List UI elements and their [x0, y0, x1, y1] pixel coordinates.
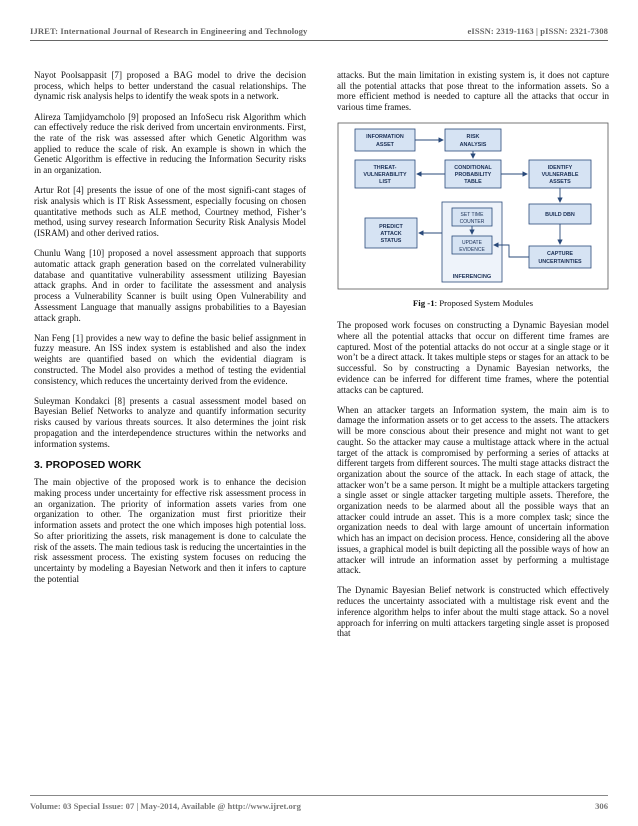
svg-text:CONDITIONAL: CONDITIONAL: [454, 165, 492, 172]
box-information-asset: [355, 129, 415, 151]
svg-text:PROBABILITY: PROBABILITY: [454, 172, 492, 179]
page-number: 306: [595, 801, 608, 811]
header-rule: [30, 40, 608, 41]
box-conditional-probability-table: [445, 160, 501, 188]
svg-text:UPDATE: UPDATE: [462, 240, 482, 247]
paragraph: Suleyman Kondakci [8] presents a casual assessment model based on Bayesian Belief Networks to analyze and quantify information security risks caused by various threats sources. It also determines the joint risk propagation and the interdependence structures within the networks and information systems.: [34, 395, 306, 449]
inferencing-label: INFERENCING: [452, 274, 492, 281]
box-build-dbn: [529, 204, 591, 224]
paragraph: When an attacker targets an Information system, the main aim is to damage the information assets or to get access to the assets. The attackers will be more conscious about their presence and might not want to get caught. So the attacker may cause a multistage attack where in the actual target of the attack is compromised by performing a series of attacks at different targets from different sources. The multi stage attacks distract the organization about the source of the attack. In each stage of attack, the attacker won’t be a same person. It might be a multiple attackers targeting a single asset or single attacker targeting multiple assets. Therefore, the organization needs to be alarmed about all the possible ways that an attacker could intrude an asset. This is a more complex task; since the organization needs to deal with large amount of uncertain information which has an impact on decision process. Hence, considering all the above issues, a graphical model is built depicting all the possible ways of how an attacker will intrude an information asset by performing a multistage attack.: [337, 404, 609, 576]
paragraph: Nayot Poolsappasit [7] proposed a BAG model to drive the decision process, which helps to better understand the casual relationships. The dynamic risk analysis helps to identify the weak spots in a network.: [34, 70, 306, 102]
svg-text:COUNTER: COUNTER: [459, 219, 485, 226]
paragraph: The proposed work focuses on constructing a Dynamic Bayesian model where all the potential attacks that occur on different time frames are captured. Most of the potential attacks do not occur at a single stage or it won’t be a direct attack. It takes multiple steps or stages for an attack to be successful. So by constructing a Dynamic Bayesian networks, the evidence can be inferred for different time frames, where the potential attacks can be captured.: [337, 320, 609, 395]
box-capture-uncertainties: [529, 246, 591, 268]
paragraph: Alireza Tamjidyamcholo [9] proposed an InfoSecu risk Algorithm which can effectively reduce the risk derived from uncertain environments. First, the rate of the risk was assessed after which Genetic Algorithm was applied to reduce the scale of risk. An example is shown in which the Genetic Algorithm is effective in reducing the Information Security risks in an organization.: [34, 111, 306, 176]
svg-text:ANALYSIS: ANALYSIS: [459, 142, 487, 149]
left-column: [34, 70, 306, 594]
paragraph: Chunlu Wang [10] proposed a novel assessment approach that supports automatic attack graph generation based on the correlated vulnerability database and quantitative vulnerability assessment utilizing Bayesian attack graphs. And in order to facilitate the assessment and analysis process a Vulnerability Scanner is built using Open Vulnerability and Assessment Language that manually assigns probabilities to a Bayesian attack graph.: [34, 248, 306, 323]
box-predict-attack-status: [365, 218, 417, 248]
footer-rule: [30, 795, 608, 796]
box-identify-vulnerable-assets: [529, 160, 591, 188]
issn-text: eISSN: 2319-1163 | pISSN: 2321-7308: [467, 26, 608, 36]
running-footer: [30, 801, 608, 811]
box-update-evidence: [452, 236, 492, 254]
right-column: [337, 70, 609, 649]
svg-text:VULNERABILITY: VULNERABILITY: [363, 172, 407, 179]
svg-text:SET TIME: SET TIME: [460, 212, 484, 219]
caption-text: : Proposed System Modules: [434, 298, 534, 309]
svg-text:VULNERABLE: VULNERABLE: [541, 172, 579, 179]
svg-text:BUILD DBN: BUILD DBN: [545, 212, 575, 219]
paragraph: attacks. But the main limitation in existing system is, it does not capture all the potential attacks that pose threat to the information assets. So a more efficient method is needed to capture all the attacks that occur in various time frames.: [337, 70, 609, 113]
figure-proposed-system-modules: [337, 122, 609, 290]
box-set-time-counter: [452, 208, 492, 226]
svg-text:CAPTURE: CAPTURE: [546, 251, 574, 258]
system-modules-diagram: [337, 122, 609, 290]
svg-text:TABLE: TABLE: [464, 179, 482, 186]
svg-text:EVIDENCE: EVIDENCE: [459, 247, 485, 254]
caption-label: Fig -1: [412, 298, 435, 309]
running-header: [30, 14, 608, 36]
svg-text:ASSET: ASSET: [376, 142, 394, 149]
footer-volume-info: Volume: 03 Special Issue: 07 | May-2014, Available @ http://www.ijret.org: [30, 801, 301, 811]
journal-title: IJRET: International Journal of Research in Engineering and Technology: [30, 26, 308, 36]
svg-text:RISK: RISK: [466, 134, 480, 141]
svg-text:THREAT-: THREAT-: [373, 165, 397, 172]
box-risk-analysis: [445, 129, 501, 151]
svg-text:STATUS: STATUS: [380, 238, 402, 245]
svg-text:ATTACK: ATTACK: [380, 231, 402, 238]
svg-text:IDENTIFY: IDENTIFY: [547, 165, 573, 172]
svg-text:INFORMATION: INFORMATION: [366, 134, 404, 141]
paragraph: Nan Feng [1] provides a new way to define the basic belief assignment in fuzzy measure. An ISS index system is established and also the index weights are quantified based on which the evidential diagram is constructed. The Model also provides a method of testing the evidential consistency, which reduces the uncertainty derived from the evidence.: [34, 332, 306, 386]
svg-text:LIST: LIST: [379, 179, 391, 186]
svg-text:ASSETS: ASSETS: [549, 179, 571, 186]
section-heading: 3. PROPOSED WORK: [34, 459, 142, 472]
figure-caption: [337, 298, 609, 308]
paragraph: The main objective of the proposed work is to enhance the decision making process under uncertainty for effective risk assessment process in an organization. The priority of information assets varies from one organization to other. The organization must first prioritize their information assets and protect the one which imposes high potential loss. So after prioritizing the assets, risk management is done to calculate the risk of the assets. The main tedious task is reducing the uncertainties in the risk assessment process. The existing system focuses on reducing the uncertainty by modeling a Bayesian Network and then it infers to capture the potential: [34, 477, 306, 584]
box-threat-vulnerability-list: [355, 160, 415, 188]
svg-text:PREDICT: PREDICT: [379, 224, 403, 231]
svg-text:UNCERTAINTIES: UNCERTAINTIES: [538, 259, 582, 266]
paragraph: The Dynamic Bayesian Belief network is constructed which effectively reduces the uncertainty associated with a multistage risk event and the inference algorithm helps to infer about the multi stage attack. So a novel approach for inferring on multi attackers targeting single asset is proposed that: [337, 585, 609, 639]
paragraph: Artur Rot [4] presents the issue of one of the most signifi-cant stages of risk analysis which is IT Risk Assessment, especially focusing on chosen quantitative methods such as ALE method, Courtney method, Fisher’s method, using survey research Information Security Risk Analysis Model (ISRAM) and other derived ratios.: [34, 185, 306, 239]
